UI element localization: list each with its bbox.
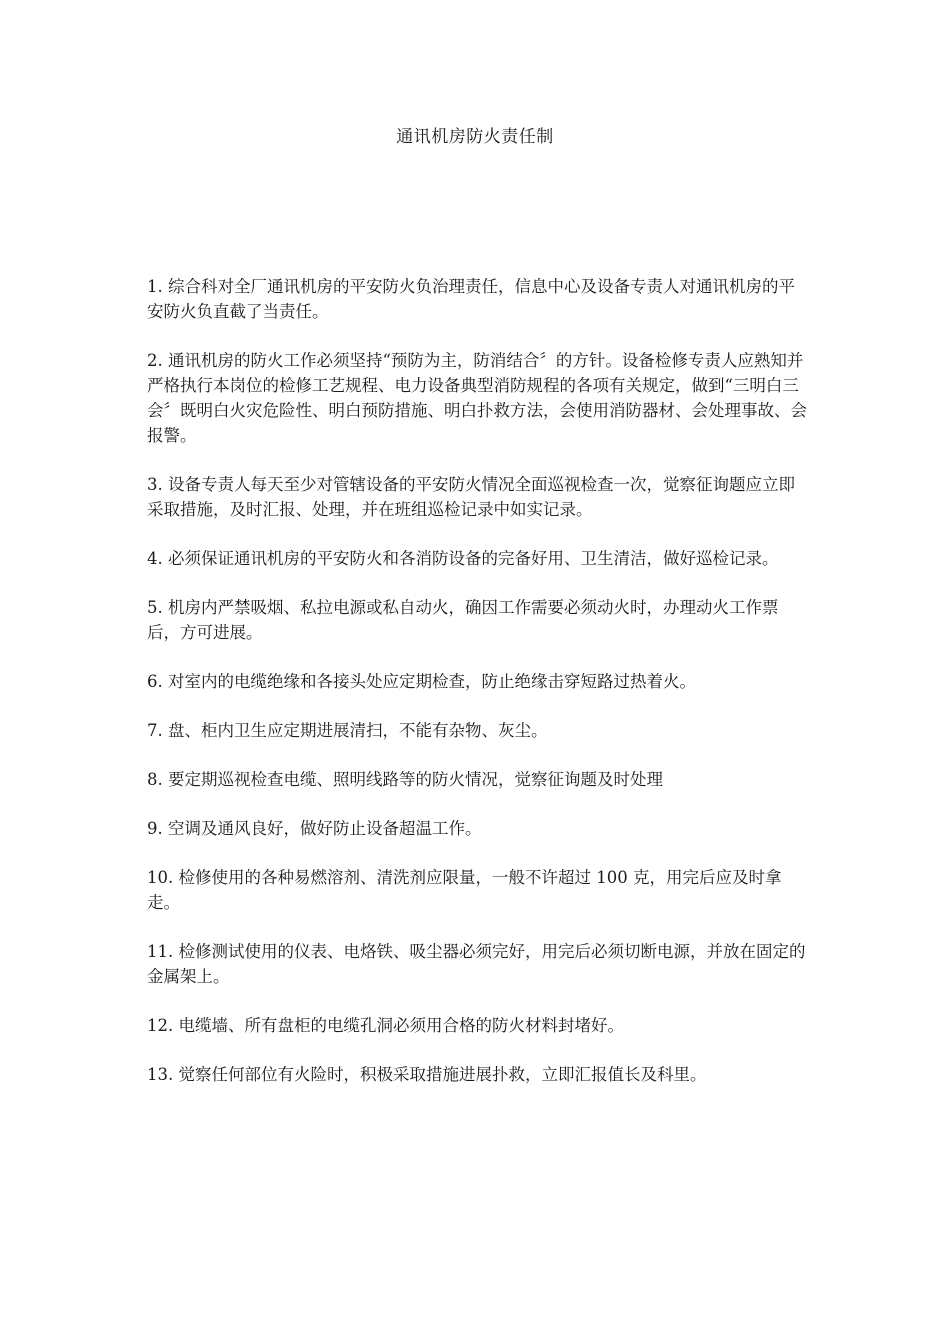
clause-7: 7. 盘、柜内卫生应定期进展清扫，不能有杂物、灰尘。 (147, 721, 548, 740)
clause-2: 2. 通讯机房的防火工作必须坚持“预防为主，防消结合〞的方针。设备检修专责人应熟知并严格执行本岗位的检修工艺规程、电力设备典型消防规程的各项有关规定，做到“三明白三会〞既明白火灾危险性、明白预防措施、明白扑救方法，会使用消防器材、会处理事故、会报警。 (147, 351, 807, 445)
document-title: 通讯机房防火责任制 (396, 127, 554, 147)
clause-12: 12. 电缆墙、所有盘柜的电缆孔洞必须用合格的防火材料封堵好。 (147, 1016, 624, 1035)
clause-1: 1. 综合科对全厂通讯机房的平安防火负治理责任，信息中心及设备专责人对通讯机房的平安防火负直截了当责任。 (147, 277, 795, 321)
clause-5: 5. 机房内严禁吸烟、私拉电源或私自动火，确因工作需要必须动火时，办理动火工作票后，方可进展。 (147, 598, 779, 642)
clause-9: 9. 空调及通风良好，做好防止设备超温工作。 (147, 819, 482, 838)
clause-3: 3. 设备专责人每天至少对管辖设备的平安防火情况全面巡视检查一次，觉察征询题应立即采取措施，及时汇报、处理，并在班组巡检记录中如实记录。 (147, 475, 795, 519)
clause-11: 11. 检修测试使用的仪表、电烙铁、吸尘器必须完好，用完后必须切断电源，并放在固定的金属架上。 (147, 942, 806, 986)
clause-13: 13. 觉察任何部位有火险时，积极采取措施进展扑救，立即汇报值长及科里。 (147, 1065, 707, 1084)
clause-4: 4. 必须保证通讯机房的平安防火和各消防设备的完备好用、卫生清洁，做好巡检记录。 (147, 549, 779, 568)
clause-10: 10. 检修使用的各种易燃溶剂、清洗剂应限量，一般不许超过 100 克，用完后应及时拿走。 (147, 868, 782, 912)
document-body (147, 274, 807, 1111)
clause-8: 8. 要定期巡视检查电缆、照明线路等的防火情况，觉察征询题及时处理 (147, 770, 663, 789)
clause-6: 6. 对室内的电缆绝缘和各接头处应定期检查，防止绝缘击穿短路过热着火。 (147, 672, 696, 691)
